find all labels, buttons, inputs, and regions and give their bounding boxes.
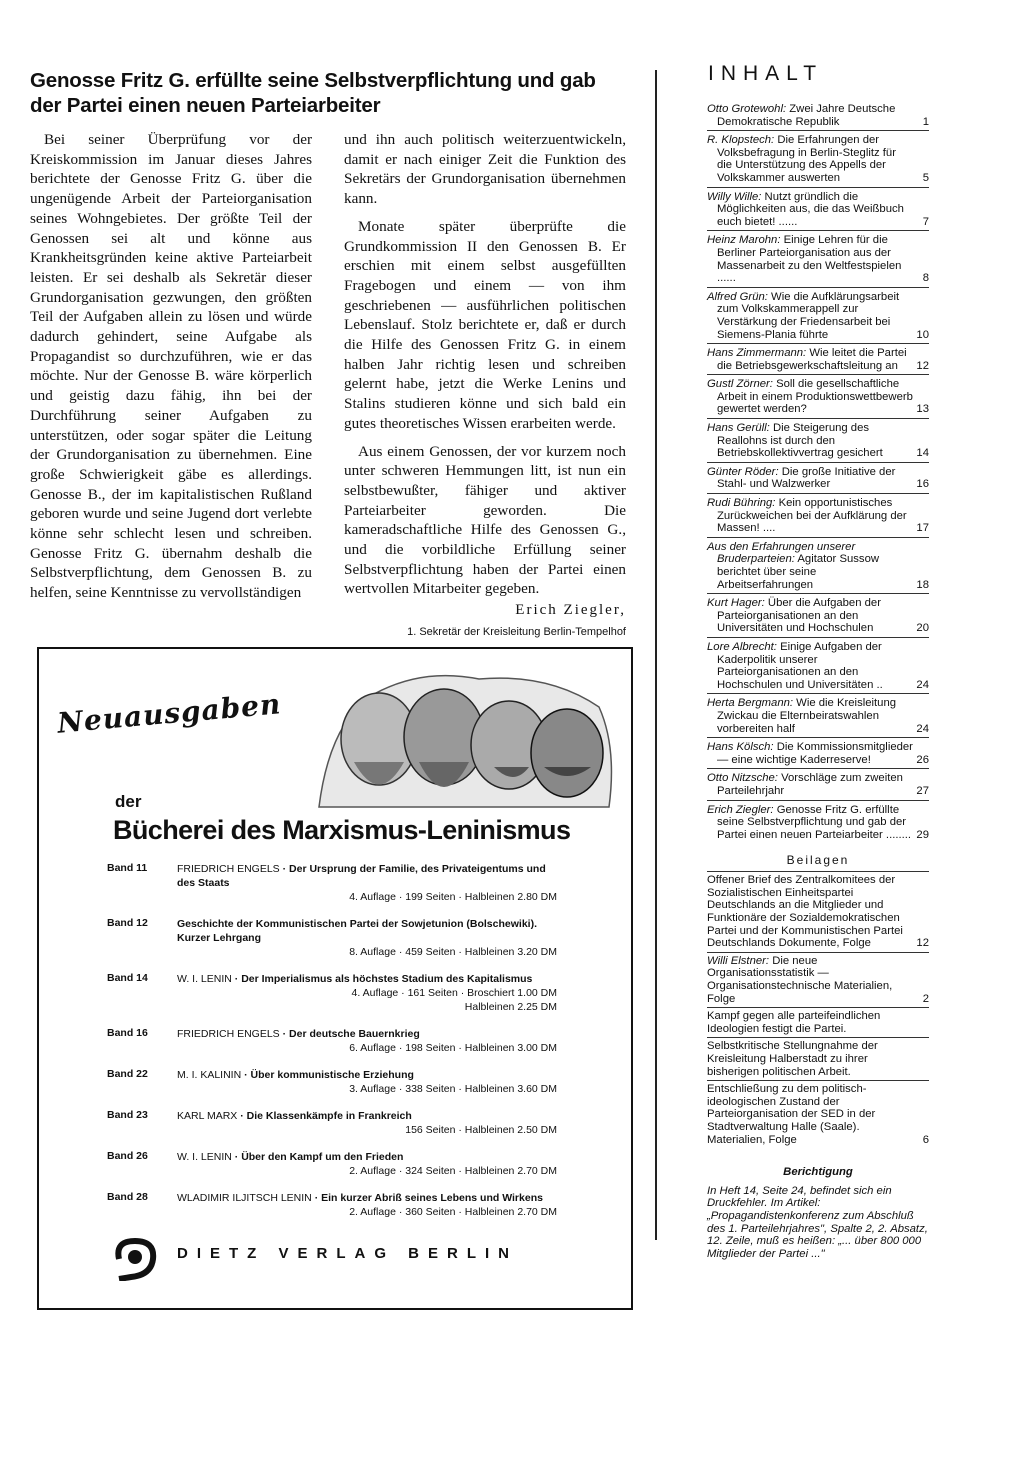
book-band: Band 11 [107, 862, 148, 874]
correction-text: In Heft 14, Seite 24, befindet sich ein Druckfehler. Im Artikel: „Propagandistenkonferenz zum Abschluß des 1. Parteilehrjahres", Spalte 2, 2. Absatz, 12. Zeile, muß es heißen: „... über 800 000 Mitglieder der Partei ..." [707, 1184, 928, 1260]
book-item [107, 917, 557, 959]
book-advertisement [37, 647, 633, 1310]
entry-title: Die Steigerung des Reallohns ist durch den Betriebskollektivvertrag gesichert [717, 422, 883, 460]
entry-title: Über die Aufgaben der Parteiorganisationen an den Universitäten und Hochschulen [717, 597, 881, 635]
toc-entry [707, 100, 929, 130]
book-band: Band 16 [107, 1027, 148, 1039]
toc-list [707, 100, 929, 843]
entry-page: 7 [922, 215, 929, 228]
toc-entry [707, 287, 929, 343]
beilage-entry [707, 1080, 929, 1148]
toc-entry [707, 374, 929, 418]
toc-entry [707, 593, 929, 637]
entry-title: Einige Aufgaben der Kaderpolitik unserer Parteiorganisationen an den Hochschulen und Universitäten .. [717, 640, 883, 691]
entry-author: Herta Bergmann: [707, 697, 794, 710]
article-column-1 [30, 130, 312, 643]
book-author: FRIEDRICH ENGELS [177, 863, 280, 875]
entry-page: 24 [916, 678, 929, 691]
paragraph: Monate später überprüfte die Grundkommission II den Genossen B. Er erschien mit einem selbst ausgefüllten Fragebogen und einem — von ihm geschriebenen — ausführlichen politischen Lebenslauf. Stolz berichtete er, daß er durch die Hilfe des Genossen Fritz G. in einem halben Jahr richtig lesen und schreiben gelernt habe, jetzt die Werke Lenins und Stalins studieren könne und sich bald ein gutes theoretisches Wissen erarbeiten werde. [344, 217, 626, 432]
book-details: 156 Seiten · Halbleinen 2.50 DM [405, 1124, 557, 1136]
entry-page: 6 [922, 1133, 929, 1146]
article-signature: Erich Ziegler, [515, 602, 626, 619]
entry-page: 17 [916, 522, 929, 535]
entry-author: Willi Elstner: [707, 954, 770, 967]
book-band: Band 14 [107, 972, 148, 984]
book-details: 2. Auflage · 360 Seiten · Halbleinen 2.70 DM [349, 1206, 557, 1218]
article-column-2 [344, 130, 626, 643]
entry-title: Kein opportunistisches Zurückweichen bei der Aufklärung der Massen! .... [717, 497, 907, 535]
book-item: Band 16 FRIEDRICH ENGELS · Der deutsche Bauernkrieg 6. Auflage · 198 Seiten · Halbleinen 3.00 DM [107, 1027, 557, 1054]
book-author: W. I. LENIN [177, 973, 232, 985]
entry-author: Kurt Hager: [707, 597, 765, 610]
ad-script-title: Neuausgaben [55, 687, 283, 740]
book-details: 6. Auflage · 198 Seiten · Halbleinen 3.00 DM [349, 1042, 557, 1054]
entry-page: 1 [922, 115, 929, 128]
entry-page: 18 [916, 578, 929, 591]
entry-title: Kampf gegen alle parteifeindlichen Ideologien festigt die Partei. [707, 1010, 881, 1035]
book-author: WLADIMIR ILJITSCH LENIN [177, 1192, 312, 1204]
entry-title: Wie leitet die Partei die Betriebsgewerkschaftsleitung an [717, 347, 907, 372]
entry-title: Zwei Jahre Deutsche Demokratische Republik [717, 103, 896, 128]
book-band: Band 12 [107, 917, 148, 929]
book-title: Über kommunistische Erziehung [250, 1069, 414, 1081]
entry-author: Hans Zimmermann: [707, 347, 807, 360]
entry-title: Agitator Sussow berichtet über seine Arbeitserfahrungen [717, 553, 880, 591]
paragraph: Bei seiner Überprüfung vor der Kreiskommission im Januar dieses Jahres berichtete der Genosse Fritz G. über die ungenügende Arbeit der Parteiorganisation seines Wohngebietes. Der größte Teil der Genossen sei alt und könne aus Krankheitsgründen keine aktive Parteiarbeit leisten. Er sei deshalb als Sekretär dieser Grundorganisation gezwungen, den größten Teil der Aufgaben allein zu lösen und würde dadurch gehindert, seine Aufgabe als Propagandist so durchzuführen, wie er das möchte. Nur der Genosse B. wäre körperlich und geistig dazu fähig, ihn bei der Durchführung seiner Aufgaben zu unterstützen, oder sogar später die Leitung der Grundorganisation zu übernehmen. Eine große Schwierigkeit gäbe es allerdings. Genosse B., der im kapitalistischen Rußland geboren wurde und seine Jugend dort verlebte könne sehr schlecht lesen und schreiben. Genosse Fritz G. übernahm deshalb die Selbstverpflichtung, dem Genossen B. zu helfen, seine Kenntnisse zu vervollständigen [30, 131, 312, 602]
article-headline: Genosse Fritz G. erfüllte seine Selbstverpflichtung und gab der Partei einen neuen Parteiarbeiter [30, 69, 596, 117]
paragraph: Aus einem Genossen, der vor kurzem noch unter schweren Hemmungen litt, ist nun ein selbstbewußter, fähiger und aktiver Parteiarbeiter geworden. Die kameradschaftliche Hilfe des Genossen G., und die vorbildliche Erfüllung seiner Selbstverpflichtung haben der Partei einen wertvollen Mitarbeiter gegeben. [344, 442, 626, 598]
entry-title: Die neue Organisationsstatistik — Organisationstechnische Materialien, Folge [707, 954, 893, 1005]
beilage-entry [707, 871, 929, 952]
table-of-contents [707, 62, 929, 1260]
toc-entry [707, 230, 929, 286]
ad-series-title: Bücherei des Marxismus-Leninismus [113, 815, 571, 845]
book-title: Geschichte der Kommunistischen Partei der Sowjetunion (Bolschewiki). Kurzer Lehrgang [177, 918, 537, 944]
entry-author: Willy Wille: [707, 190, 762, 203]
entry-author: Erich Ziegler: [707, 803, 774, 816]
book-list [107, 862, 557, 1232]
book-details: 2. Auflage · 324 Seiten · Halbleinen 2.70 DM [349, 1165, 557, 1177]
entry-page: 10 [916, 328, 929, 341]
toc-entry [707, 187, 929, 231]
book-item: Band 14 W. I. LENIN · Der Imperialismus als höchstes Stadium des Kapitalismus 4. Auflage · 161 Seiten · Broschiert 1.00 DM Halbleinen 2.25 DM [107, 972, 557, 1013]
book-item: Band 23 KARL MARX · Die Klassenkämpfe in Frankreich 156 Seiten · Halbleinen 2.50 DM [107, 1109, 557, 1136]
entry-page: 2 [922, 992, 929, 1005]
correction-notice [707, 1166, 929, 1260]
entry-author: Otto Grotewohl: [707, 103, 787, 115]
book-title: Der Ursprung der Familie, des Privateigentums und des Staats [177, 863, 546, 889]
book-details: 4. Auflage · 199 Seiten · Halbleinen 2.80 DM [349, 891, 557, 903]
toc-entry [707, 637, 929, 693]
entry-author: Lore Albrecht: [707, 640, 777, 653]
book-item: Band 22 M. I. KALININ · Über kommunistische Erziehung 3. Auflage · 338 Seiten · Halbleinen 3.60 DM [107, 1068, 557, 1095]
entry-author: Rudi Bühring: [707, 497, 776, 510]
book-item: Band 26 W. I. LENIN · Über den Kampf um den Frieden 2. Auflage · 324 Seiten · Halbleinen 2.70 DM [107, 1150, 557, 1177]
book-details: 3. Auflage · 338 Seiten · Halbleinen 3.60 DM [349, 1083, 557, 1095]
beilagen-heading: Beilagen [786, 853, 850, 868]
entry-page: 13 [916, 403, 929, 416]
beilage-entry [707, 1037, 929, 1080]
publisher-name: DIETZ VERLAG BERLIN [177, 1245, 519, 1262]
toc-entry [707, 493, 929, 537]
toc-entry [707, 768, 929, 799]
entry-title: Selbstkritische Stellungnahme der Kreisleitung Halberstadt zu ihrer bisherigen politischen Arbeit. [707, 1040, 878, 1078]
book-author: FRIEDRICH ENGELS [177, 1028, 280, 1040]
book-item: Band 11 FRIEDRICH ENGELS · Der Ursprung der Familie, des Privateigentums und des Staats 4. Auflage · 199 Seiten · Halbleinen 2.80 DM [107, 862, 557, 903]
entry-title: Die Kommissionsmitglieder — eine wichtige Kaderreserve! [717, 741, 913, 766]
toc-entry [707, 800, 929, 844]
entry-page: 29 [916, 828, 929, 841]
toc-entry [707, 130, 929, 186]
book-item: Band 28 WLADIMIR ILJITSCH LENIN · Ein kurzer Abriß seines Lebens und Wirkens 2. Auflage · 360 Seiten · Halbleinen 2.70 DM [107, 1191, 557, 1218]
entry-title: Wie die Kreisleitung Zwickau die Elternbeiratswahlen vorbereiten half [717, 697, 897, 735]
publisher-logo-icon [111, 1235, 161, 1281]
entry-page: 26 [916, 753, 929, 766]
book-author: W. I. LENIN [177, 1151, 232, 1163]
book-title: Der Imperialismus als höchstes Stadium des Kapitalismus [241, 973, 533, 985]
beilage-entry [707, 952, 929, 1007]
entry-title: Die große Initiative der Stahl- und Walzwerker [717, 465, 896, 491]
beilage-entry [707, 1007, 929, 1037]
book-band: Band 22 [107, 1068, 148, 1080]
entry-author: Otto Nitzsche: [707, 772, 778, 785]
toc-entry [707, 462, 929, 493]
entry-author: Hans Gerüll: [707, 422, 770, 435]
book-details: 8. Auflage · 459 Seiten · Halbleinen 3.20 DM [349, 946, 557, 958]
article [30, 68, 626, 643]
entry-page: 12 [916, 359, 929, 372]
entry-title: Vorschläge zum zweiten Parteilehrjahr [717, 772, 903, 797]
entry-author: Aus den Erfahrungen unserer Bruderparteien: [707, 540, 856, 566]
entry-page: 24 [916, 722, 929, 735]
entry-page: 5 [922, 171, 929, 184]
toc-entry [707, 537, 929, 593]
entry-page: 8 [922, 272, 929, 285]
book-band: Band 26 [107, 1150, 148, 1162]
article-signature-title: 1. Sekretär der Kreisleitung Berlin-Tempelhof [407, 625, 626, 638]
toc-entry [707, 737, 929, 768]
beilagen-list [707, 871, 929, 1148]
toc-heading: INHALT [708, 62, 824, 85]
book-title: Der deutsche Bauernkrieg [289, 1028, 420, 1040]
column-divider [655, 70, 657, 1240]
entry-page: 14 [916, 447, 929, 460]
entry-page: 27 [916, 784, 929, 797]
entry-author: Günter Röder: [707, 465, 779, 478]
book-author: M. I. KALININ [177, 1069, 242, 1081]
toc-entry [707, 693, 929, 737]
article-columns [30, 130, 626, 643]
book-details: 4. Auflage · 161 Seiten · Broschiert 1.00 DM Halbleinen 2.25 DM [351, 987, 557, 1013]
entry-author: R. Klopstech: [707, 134, 775, 147]
book-band: Band 23 [107, 1109, 148, 1121]
toc-entry [707, 343, 929, 374]
entry-title: Entschließung zu dem politisch-ideologischen Zustand der Parteiorganisation der SED in der Stadtverwaltung Halle (Saale). Materialien, Folge [707, 1083, 876, 1146]
entry-author: Heinz Marohn: [707, 234, 781, 247]
entry-title: Einige Lehren für die Berliner Parteiorganisation aus der Massenarbeit zu den Weltfestspielen ...... [717, 234, 902, 285]
book-title: Ein kurzer Abriß seines Lebens und Wirkens [321, 1192, 543, 1204]
paragraph: und ihn auch politisch weiterzuentwickeln, damit er nach einiger Zeit die Funktion des Sekretärs der Grundorganisation übernehmen kann. [344, 131, 626, 208]
entry-title: Wie die Aufklärungsarbeit zum Volkskammerappell zur Verstärkung der Friedensarbeit bei Siemens-Plania führte [717, 290, 900, 341]
entry-author: Alfred Grün: [707, 290, 768, 303]
correction-heading: Berichtigung [783, 1166, 853, 1179]
book-band: Band 28 [107, 1191, 148, 1203]
book-title: Über den Kampf um den Frieden [241, 1151, 404, 1163]
entry-title: Nutzt gründlich die Möglichkeiten aus, die das Weißbuch euch bietet! ...... [717, 190, 904, 228]
book-author: KARL MARX [177, 1110, 238, 1122]
toc-entry [707, 418, 929, 462]
book-title: Die Klassenkämpfe in Frankreich [246, 1110, 412, 1122]
entry-title: Die Erfahrungen der Volksbefragung in Berlin-Steglitz für die Unterstützung des Appells der Volkskammer auswerten [717, 134, 896, 184]
entry-title: Offener Brief des Zentralkomitees der Sozialistischen Einheitspartei Deutschlands an die Mitglieder und Funktionäre der Sozialdemokratischen Partei und der Kommunistischen Partei Deutschlands Dokumente, Folge [707, 874, 903, 950]
entry-author: Gustl Zörner: [707, 378, 773, 391]
entry-page: 12 [916, 937, 929, 950]
entry-title: Genosse Fritz G. erfüllte seine Selbstverpflichtung und gab der Partei einen neuen Parteiarbeiter ........ [717, 803, 912, 841]
entry-title: Soll die gesellschaftliche Arbeit in einem Produktionswettbewerb gewertet werden? [717, 378, 913, 416]
entry-author: Hans Kölsch: [707, 741, 774, 754]
portrait-relief-illustration [309, 667, 619, 815]
ad-der: der [115, 792, 142, 811]
entry-page: 16 [916, 478, 929, 491]
entry-page: 20 [916, 622, 929, 635]
